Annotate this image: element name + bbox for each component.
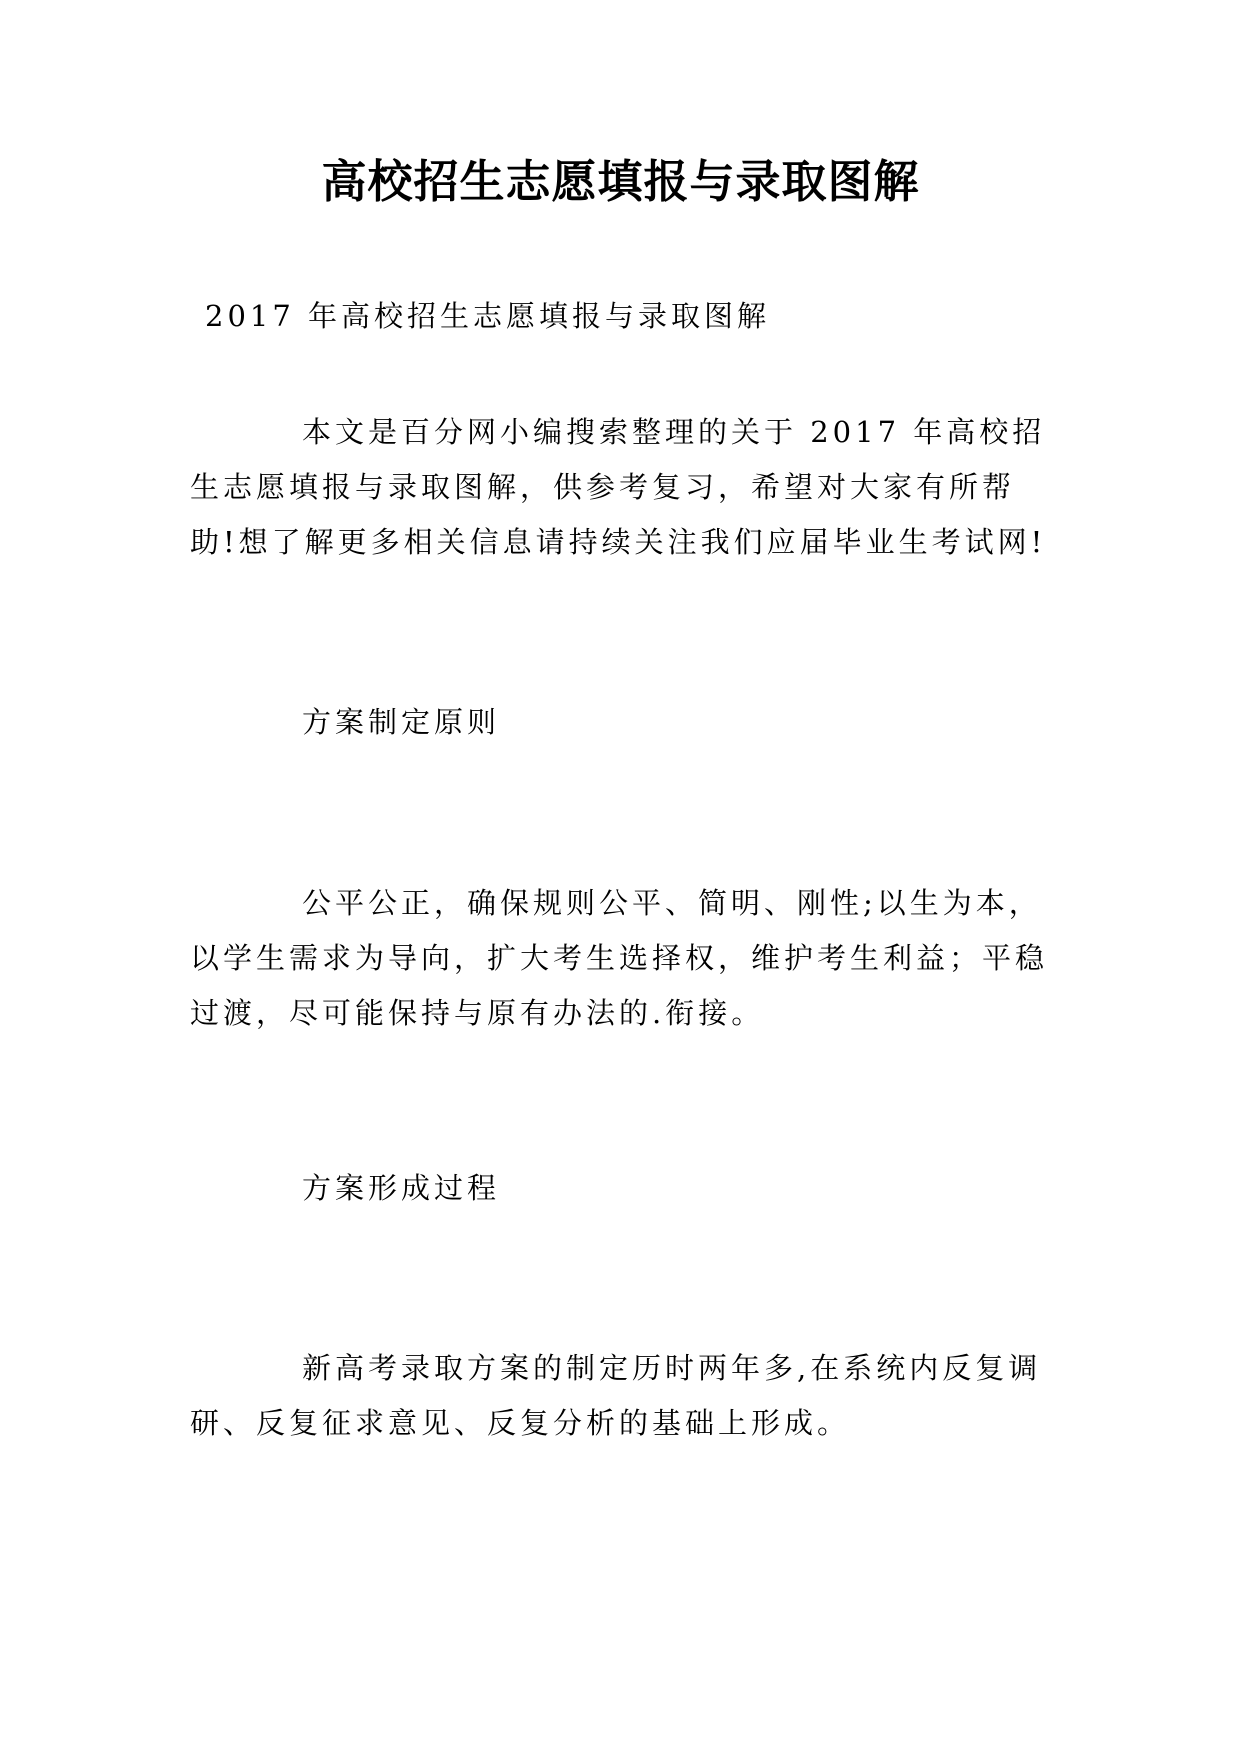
section-heading-process: 方案形成过程 <box>302 1171 501 1205</box>
document-subtitle: 2017 年高校招生志愿填报与录取图解 <box>205 299 771 333</box>
principles-paragraph: 公平公正，确保规则公平、简明、刚性;以生为本，以学生需求为导向，扩大考生选择权，维护考生利益；平稳过渡，尽可能保持与原有办法的.衔接。 <box>190 886 1049 1030</box>
document-title: 高校招生志愿填报与录取图解 <box>321 155 920 208</box>
intro-paragraph: 本文是百分网小编搜索整理的关于 2017 年高校招生志愿填报与录取图解，供参考复习，希望对大家有所帮助!想了解更多相关信息请持续关注我们应届毕业生考试网! <box>190 415 1047 559</box>
section-heading-principles: 方案制定原则 <box>302 705 501 739</box>
process-paragraph: 新高考录取方案的制定历时两年多,在系统内反复调研、反复征求意见、反复分析的基础上形成。 <box>190 1351 1042 1440</box>
